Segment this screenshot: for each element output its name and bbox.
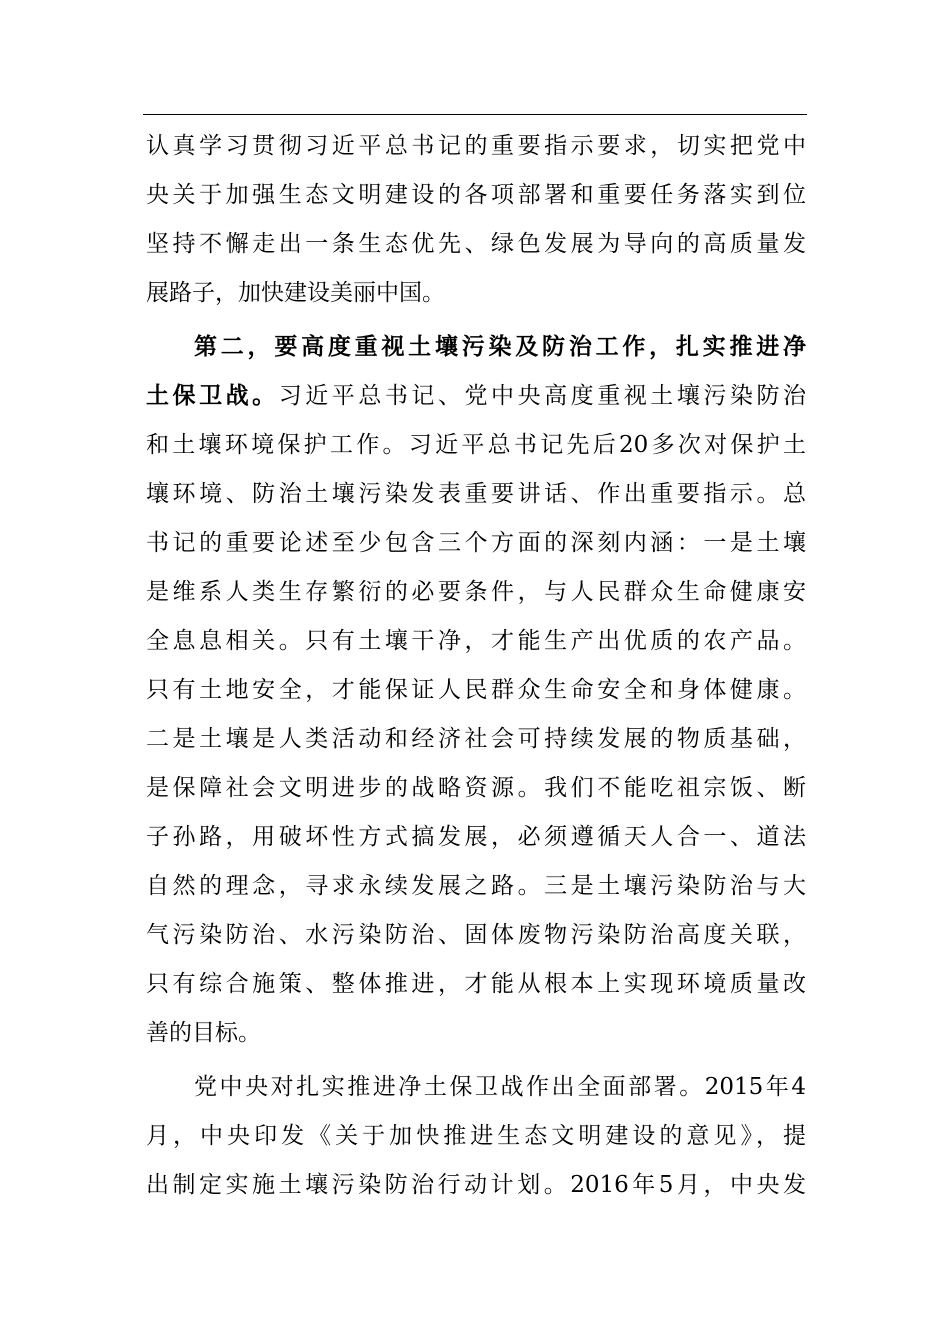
section-heading-line: 第二，要高度重视土壤污染及防治工作，扎实推进净 — [194, 333, 806, 360]
paragraph-line: 书记的重要论述至少包含三个方面的深刻内涵：一是土壤 — [146, 530, 806, 556]
paragraph-line: 坚持不懈走出一条生态优先、绿色发展为导向的高质量发 — [146, 231, 806, 257]
paragraph-line: 月，中央印发《关于加快推进生态文明建设的意见》，提 — [146, 1123, 806, 1149]
paragraph-line: 善的目标。 — [146, 1020, 261, 1046]
paragraph-line: 是保障社会文明进步的战略资源。我们不能吃祖宗饭、断 — [146, 775, 806, 801]
paragraph-line: 是维系人类生存繁衍的必要条件，与人民群众生命健康安 — [146, 579, 806, 605]
paragraph-line: 二是土壤是人类活动和经济社会可持续发展的物质基础， — [146, 726, 806, 752]
paragraph-text: 习近平总书记、党中央高度重视土壤污染防治 — [278, 383, 807, 409]
paragraph-line: 只有综合施策、整体推进，才能从根本上实现环境质量改 — [146, 971, 806, 997]
paragraph-line: 气污染防治、水污染防治、固体废物污染防治高度关联， — [146, 922, 806, 948]
paragraph-line: 认真学习贯彻习近平总书记的重要指示要求，切实把党中 — [146, 133, 806, 159]
paragraph-line — [146, 376, 806, 416]
paragraph-line: 子孙路，用破坏性方式搞发展，必须遵循天人合一、道法 — [146, 824, 806, 850]
paragraph-line: 壤环境、防治土壤污染发表重要讲话、作出重要指示。总 — [146, 481, 806, 507]
paragraph-line: 只有土地安全，才能保证人民群众生命安全和身体健康。 — [146, 677, 806, 703]
header-rule — [143, 114, 807, 115]
paragraph-line: 全息息相关。只有土壤干净，才能生产出优质的农产品。 — [146, 628, 806, 654]
paragraph-line: 自然的理念，寻求永续发展之路。三是土壤污染防治与大 — [146, 873, 806, 899]
paragraph-line: 党中央对扎实推进净土保卫战作出全面部署。2015年4 — [194, 1074, 806, 1100]
paragraph-line: 央关于加强生态文明建设的各项部署和重要任务落实到位 — [146, 182, 806, 208]
paragraph-line: 和土壤环境保护工作。习近平总书记先后20多次对保护土 — [146, 432, 806, 458]
paragraph-line: 出制定实施土壤污染防治行动计划。2016年5月，中央发 — [146, 1172, 806, 1198]
paragraph-line: 展路子，加快建设美丽中国。 — [146, 280, 445, 306]
section-heading-tail: 土保卫战。 — [146, 382, 279, 409]
